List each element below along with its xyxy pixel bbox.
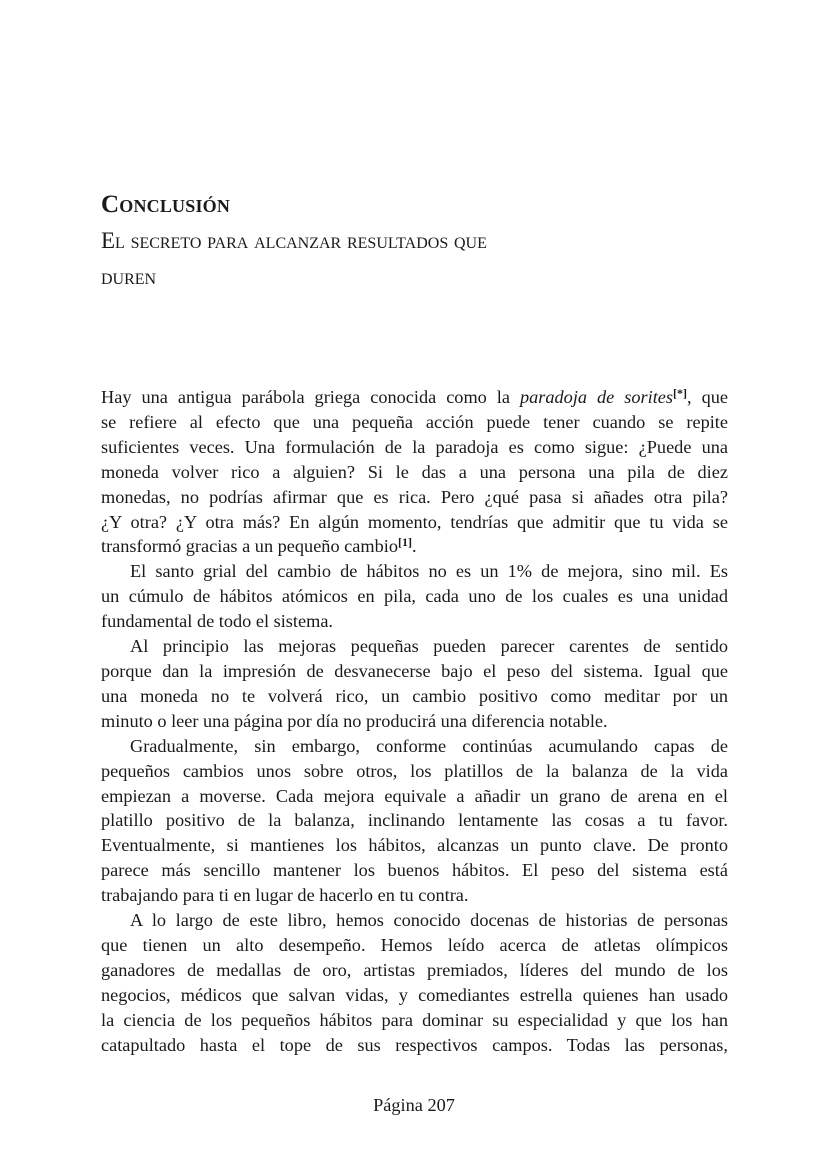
chapter-title-line-2: duren	[101, 264, 157, 289]
text-line: ¿Y otra? ¿Y otra más? En algún momento, tendrías que admitir que tu vida se	[101, 511, 728, 532]
chapter-title-line-1: El secreto para alcanzar resultados que	[101, 228, 487, 253]
paragraph	[101, 385, 728, 559]
text: Hay una antigua parábola griega conocida como la	[101, 387, 520, 407]
text-line: negocios, médicos que salvan vidas, y comediantes estrella quienes han usado	[101, 984, 728, 1005]
text-line: A lo largo de este libro, hemos conocido docenas de historias de personas	[130, 910, 728, 931]
footnote-ref[interactable]: [1]	[397, 535, 412, 550]
italic-term: paradoja de sorites	[520, 387, 674, 407]
paragraph	[101, 734, 728, 908]
text-line: empiezan a moverse. Cada mejora equivale a añadir un grano de arena en el	[101, 785, 728, 806]
text-line: Gradualmente, sin embargo, conforme continúas acumulando capas de	[130, 735, 728, 756]
text-line: una moneda no te volverá rico, un cambio positivo como meditar por un	[101, 685, 728, 706]
text-line: porque dan la impresión de desvanecerse bajo el peso del sistema. Igual que	[101, 660, 728, 681]
text-line: platillo positivo de la balanza, inclinando lentamente las cosas a tu favor.	[101, 810, 728, 831]
text-line: pequeños cambios unos sobre otros, los platillos de la balanza de la vida	[101, 760, 728, 781]
text: , que	[687, 387, 728, 407]
text-line: Eventualmente, si mantienes los hábitos, alcanzas un punto clave. De pronto	[101, 835, 728, 856]
text-line: monedas, no podrías afirmar que es rica. Pero ¿qué pasa si añades otra pila?	[101, 486, 728, 507]
text-line: trabajando para ti en lugar de hacerlo en tu contra.	[101, 885, 469, 906]
paragraph	[101, 634, 728, 734]
text-line: suficientes veces. Una formulación de la paradoja es como sigue: ¿Puede una	[101, 436, 728, 457]
chapter-heading: Conclusión	[101, 191, 231, 218]
text-line: El santo grial del cambio de hábitos no es un 1% de mejora, sino mil. Es	[130, 561, 728, 582]
text-line: que tienen un alto desempeño. Hemos leído acerca de atletas olímpicos	[101, 934, 728, 955]
paragraph	[101, 559, 728, 634]
text: .	[411, 536, 417, 557]
text-line: fundamental de todo el sistema.	[101, 611, 334, 632]
page-number: Página 207	[373, 1095, 455, 1115]
text-line: Al principio las mejoras pequeñas pueden parecer carentes de sentido	[130, 636, 728, 657]
footnote-ref[interactable]: [*]	[673, 386, 688, 400]
text-line: se refiere al efecto que una pequeña acción puede tener cuando se repite	[101, 411, 728, 432]
text-line: la ciencia de los pequeños hábitos para dominar su especialidad y que los han	[101, 1009, 728, 1030]
text-line: un cúmulo de hábitos atómicos en pila, cada uno de los cuales es una unidad	[101, 586, 728, 607]
text-line: parece más sencillo mantener los buenos hábitos. El peso del sistema está	[101, 860, 728, 881]
text-line: minuto o leer una página por día no producirá una diferencia notable.	[101, 710, 608, 731]
text-line: ganadores de medallas de oro, artistas premiados, líderes del mundo de los	[101, 959, 728, 980]
text-line: moneda volver rico a alguien? Si le das a una persona una pila de diez	[101, 461, 728, 482]
text-line	[101, 534, 728, 559]
text-line	[101, 385, 728, 410]
paragraph	[101, 908, 728, 1057]
body-text	[101, 385, 728, 1057]
text: transformó gracias a un pequeño cambio	[101, 536, 398, 557]
text-line: catapultado hasta el tope de sus respectivos campos. Todas las personas,	[101, 1034, 728, 1055]
